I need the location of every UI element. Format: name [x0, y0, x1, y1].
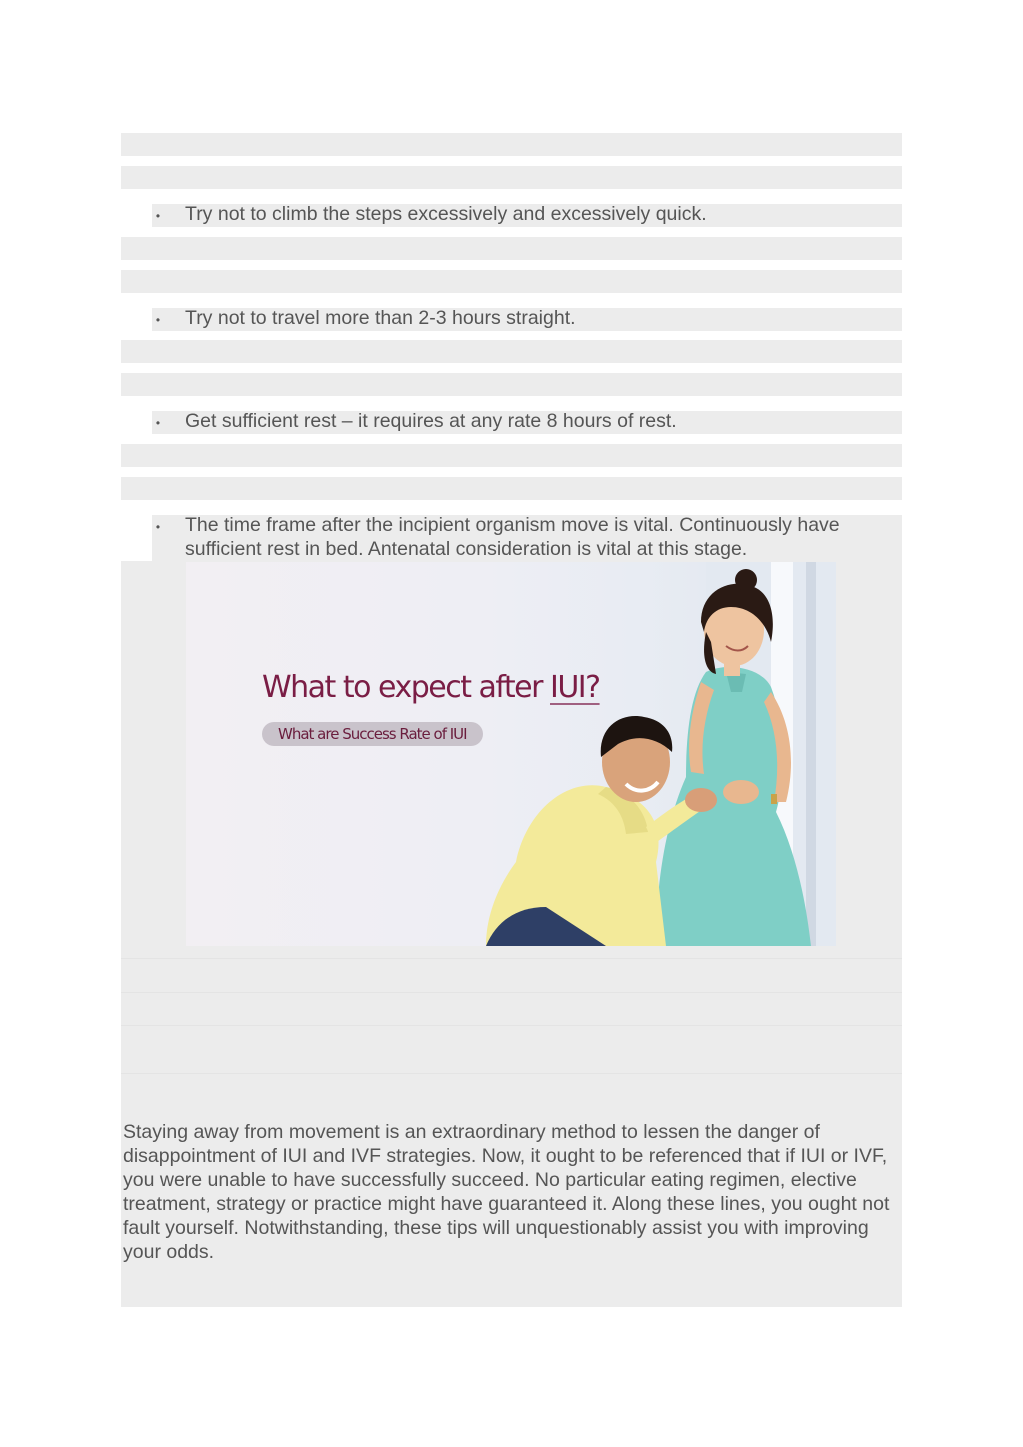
list-item	[152, 204, 902, 227]
list-item	[152, 411, 902, 434]
bullet-icon: •	[155, 416, 161, 430]
spacer-band	[121, 477, 902, 500]
divider	[121, 958, 902, 959]
list-item-text: Try not to travel more than 2-3 hours straight.	[185, 307, 576, 329]
list-item	[152, 515, 902, 562]
bullet-icon: •	[155, 520, 161, 534]
divider	[121, 992, 902, 993]
divider	[121, 1073, 902, 1074]
spacer-band	[121, 270, 902, 293]
spacer-band	[121, 340, 902, 363]
figure-subtitle-pill: What are Success Rate of IUI	[262, 722, 483, 746]
list-item-text: The time frame after the incipient organism move is vital. Continuously have sufficient rest in bed. Antenatal consideration is vital at this stage.	[185, 514, 840, 560]
couple-photo-illustration	[186, 562, 836, 946]
closing-paragraph: Staying away from movement is an extraordinary method to lessen the danger of disappointment of IUI and IVF strategies. Now, it ought to be referenced that if IUI or IVF, you were unable to have successfully succeed. No particular eating regimen, elective treatment, strategy or practice might have guaranteed it. Along these lines, you ought not fault yourself. Notwithstanding, these tips will unquestionably assist you with improving your odds.	[123, 1121, 890, 1263]
spacer-band	[121, 373, 902, 396]
figure-title-prefix: What to expect after	[262, 670, 550, 705]
divider	[121, 1025, 902, 1026]
figure-title	[262, 670, 600, 705]
list-item-text: Get sufficient rest – it requires at any rate 8 hours of rest.	[185, 410, 677, 432]
list-item	[152, 308, 902, 331]
spacer-band	[121, 237, 902, 260]
bullet-icon: •	[155, 209, 161, 223]
list-item-text: Try not to climb the steps excessively and excessively quick.	[185, 203, 707, 225]
spacer-band	[121, 133, 902, 156]
bullet-icon: •	[155, 313, 161, 327]
figure-title-highlight: IUI?	[550, 670, 600, 705]
spacer-band	[121, 166, 902, 189]
spacer-band	[121, 444, 902, 467]
iui-illustration	[186, 562, 836, 946]
